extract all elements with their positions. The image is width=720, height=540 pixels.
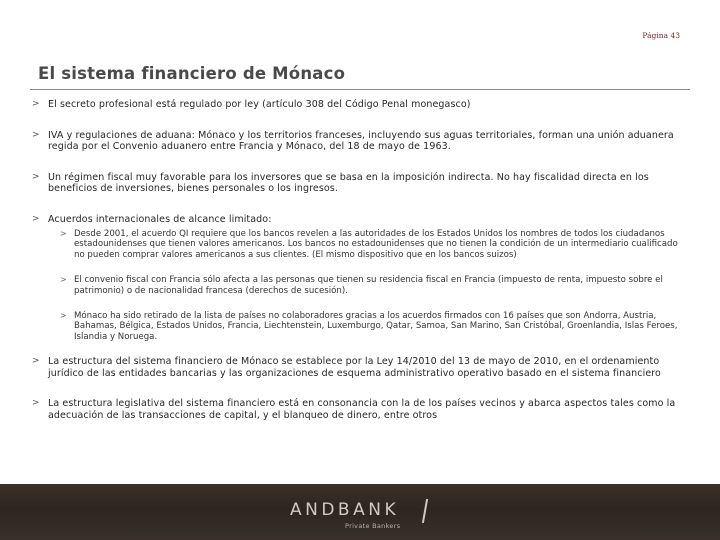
sub-bullet-lista-paises: [60, 311, 684, 342]
logo-tagline: Private Bankers: [345, 522, 401, 530]
bullet-marker-icon: >: [32, 99, 40, 109]
sub-bullet-marker-icon: >: [60, 311, 67, 321]
bullet-text: El secreto profesional está regulado por ley (artículo 308 del Código Penal monegasco): [48, 99, 471, 110]
title-divider: [30, 89, 690, 90]
bullet-text: IVA y regulaciones de aduana: Mónaco y los territorios franceses, incluyendo sus aguas territoriales, forman una unión aduanera regida por el Convenio aduanero entre Francia y Mónaco, del 18 de mayo de 1963.: [48, 129, 674, 152]
sub-bullet-text: El convenio fiscal con Francia sólo afecta a las personas que tienen su residencia fiscal en Francia (impuesto de renta, impuesto sobre el patrimonio) o de nacionalidad francesa (derechos de sucesión).: [74, 275, 663, 296]
bullet-text: Acuerdos internacionales de alcance limitado:: [48, 213, 272, 225]
page-number: Página 43: [642, 31, 680, 40]
sub-bullet-text: Desde 2001, el acuerdo QI requiere que los bancos revelen a las autoridades de los Estados Unidos los nombres de todos los ciudadanos estadounidenses que tienen valores americanos. Los bancos no estadounidenses que no tienen la condición de un intermediario cualificado no pueden comprar valores americanos a sus clientes. (El mismo dispositivo que en los bancos suizos): [74, 229, 678, 260]
bullet-marker-icon: >: [32, 129, 40, 140]
bullet-iva: [32, 130, 688, 153]
sub-bullet-marker-icon: >: [60, 229, 67, 238]
sub-bullet-francia: [60, 275, 684, 296]
bullet-marker-icon: >: [32, 356, 40, 367]
content: [32, 99, 688, 421]
sub-bullet-marker-icon: >: [60, 275, 67, 285]
bullet-regimen-fiscal: [32, 172, 688, 195]
title-block: [30, 64, 690, 90]
sub-bullet-text: Mónaco ha sido retirado de la lista de países no colaboradores gracias a los acuerdos firmados con 16 países que son Andorra, Austria, Bahamas, Bélgica, Estados Unidos, Francia, Liechtenstein, Luxemburgo, Qatar, Samoa, San Marino, San Cristóbal, Groenlandia, Islas Feroes, Islandia y Noruega.: [74, 311, 678, 342]
bullet-estructura-legislativa: [32, 398, 688, 421]
bullet-marker-icon: >: [32, 213, 40, 224]
andbank-logo: ANDBANK: [290, 500, 400, 520]
page-title: El sistema financiero de Mónaco: [38, 64, 346, 83]
bullet-acuerdos: [32, 214, 688, 226]
sub-bullet-qi: [60, 229, 684, 260]
bullet-text: La estructura del sistema financiero de Mónaco se establece por la Ley 14/2010 del 13 de mayo de 2010, en el ordenamiento jurídico de las entidades bancarias y las organizaciones de esquema administrativo operativo basado en el sistema financiero: [48, 356, 661, 379]
bullet-marker-icon: >: [32, 398, 40, 409]
bullet-secreto: [32, 99, 688, 111]
bullet-text: Un régimen fiscal muy favorable para los inversores que se basa en la imposición indirecta. No hay fiscalidad directa en los beneficios de inversiones, bienes personales o los ingresos.: [48, 171, 649, 194]
bullet-marker-icon: >: [32, 171, 40, 182]
bullet-estructura-ley: [32, 356, 688, 379]
footer-band: [0, 484, 720, 540]
logo-slash-icon: [422, 499, 428, 523]
bullet-text: La estructura legislativa del sistema financiero está en consonancia con la de los países vecinos y abarca aspectos tales como la adecuación de las transacciones de capital, y el blanqueo de dinero, entre otros: [48, 398, 676, 421]
